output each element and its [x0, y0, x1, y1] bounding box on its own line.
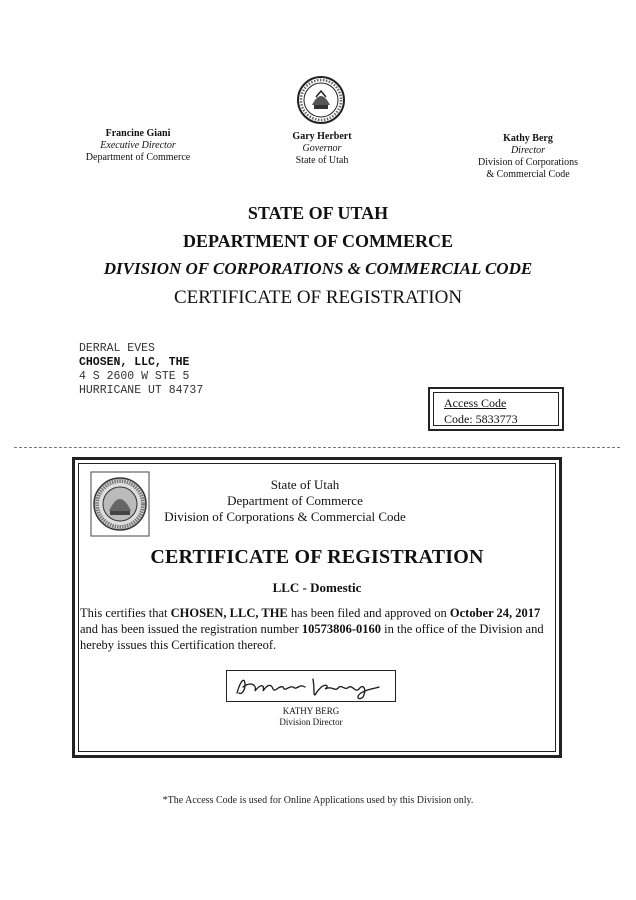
address-name: DERRAL EVES	[79, 342, 155, 355]
signature-box	[226, 670, 396, 702]
access-code-footnote: *The Access Code is used for Online Applications used by this Division only.	[162, 795, 474, 806]
heading-department: DEPARTMENT OF COMMERCE	[182, 231, 454, 251]
access-code-box	[428, 387, 564, 431]
official-title: Director	[510, 145, 546, 156]
official-title: Executive Director	[100, 140, 176, 151]
official-name: Francine Giani	[105, 128, 171, 139]
access-code-label: Access Code	[444, 396, 507, 410]
official-org: Department of Commerce	[85, 152, 191, 163]
body-text-1: This certifies that	[80, 606, 171, 620]
certificate-department: Department of Commerce	[227, 493, 363, 508]
heading-state: STATE OF UTAH	[247, 203, 389, 223]
address-city: HURRICANE UT 84737	[79, 384, 204, 397]
registration-number: 10573806-0160	[301, 622, 381, 636]
signer-block	[226, 706, 396, 728]
official-name: Kathy Berg	[503, 133, 553, 144]
certificate-title: CERTIFICATE OF REGISTRATION	[150, 546, 484, 568]
address-street: 4 S 2600 W STE 5	[79, 370, 190, 383]
heading-certificate: CERTIFICATE OF REGISTRATION	[173, 287, 463, 308]
approval-date: October 24, 2017	[449, 606, 541, 620]
heading-division: DIVISION OF CORPORATIONS & COMMERCIAL CODE	[103, 259, 533, 278]
certificate-body	[80, 605, 550, 653]
cut-line-divider	[14, 447, 620, 448]
certificate-division: Division of Corporations & Commercial Code	[164, 509, 406, 524]
official-org: Division of Corporations	[478, 157, 578, 168]
official-division-director	[466, 133, 590, 181]
signature-image	[227, 671, 395, 701]
official-name: Gary Herbert	[292, 131, 352, 142]
entity-name: CHOSEN, LLC, THE	[170, 606, 288, 620]
signer-name: KATHY BERG	[282, 706, 340, 716]
certificate-state: State of Utah	[270, 477, 340, 492]
body-text-3: and has been issued the registration number	[80, 622, 302, 636]
body-text-2: has been filed and approved on	[287, 606, 450, 620]
body-text-4: in the office of the Division and hereby issues this Certification thereof.	[80, 622, 544, 652]
official-org-cont: & Commercial Code	[486, 169, 570, 180]
signer-title: Division Director	[279, 717, 343, 727]
certificate-subtitle: LLC - Domestic	[272, 580, 362, 595]
access-code-value: Code: 5833773	[444, 412, 518, 426]
official-org: State of Utah	[295, 155, 349, 166]
official-executive-director	[76, 128, 200, 164]
official-governor	[266, 131, 378, 167]
official-title: Governor	[302, 143, 342, 154]
state-seal-icon	[296, 75, 346, 125]
mailing-address	[79, 342, 203, 398]
address-entity: CHOSEN, LLC, THE	[79, 356, 190, 369]
